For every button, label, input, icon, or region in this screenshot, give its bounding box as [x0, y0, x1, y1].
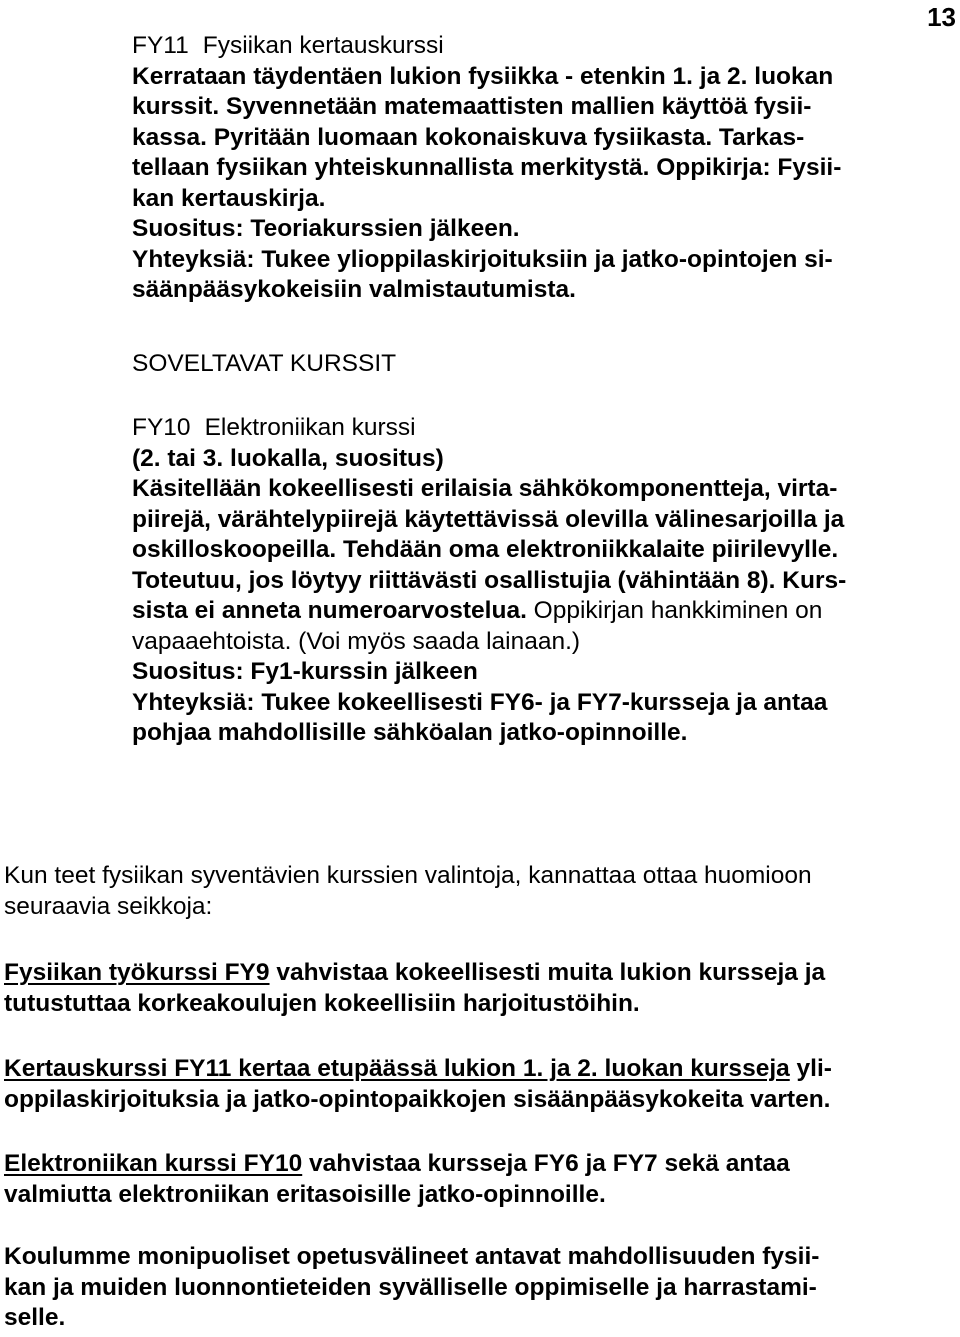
fy11-description-line: tellaan fysiikan yhteiskunnallista merkitystä. Oppikirja: Fysii- [132, 154, 842, 181]
intro-line: seuraavia seikkoja: [4, 892, 213, 920]
fy10-link[interactable]: Elektroniikan kurssi FY10 [4, 1150, 303, 1177]
fy11-course-title [132, 31, 841, 62]
fy10-note-line [4, 1149, 790, 1180]
fy11-course-code: FY11 [132, 32, 189, 59]
closing-line: selle. [4, 1304, 66, 1331]
fy11-recommendation: Suositus: Teoriakurssien jälkeen. [132, 215, 520, 242]
fy11-connections-line: Yhteyksiä: Tukee ylioppilaskirjoituksiin ja jatko-opintojen si- [132, 245, 833, 273]
fy11-description-line: kan kertauskirja. [132, 184, 326, 212]
fy11-note [4, 1054, 832, 1115]
fy11-link[interactable]: Kertauskurssi FY11 kertaa etupäässä lukion 1. ja 2. luokan kursseja [4, 1055, 790, 1082]
fy10-note-line: valmiutta elektroniikan eritasoisille jatko-opinnoille. [4, 1180, 606, 1208]
fy10-textbook-note-cont: vapaaehtoista. (Voi myös saada lainaan.) [132, 627, 581, 655]
fy10-textbook-note: Oppikirjan hankkiminen on [526, 597, 823, 624]
fy10-description-line: (2. tai 3. luokalla, suositus) [132, 444, 444, 472]
fy10-course-code: FY10 [132, 414, 191, 441]
fy10-description-line: oskilloskoopeilla. Tehdään oma elektroniikkalaite piirilevylle. [132, 536, 839, 563]
fy9-link[interactable]: Fysiikan työkurssi FY9 [4, 959, 270, 986]
fy10-connections-line: Yhteyksiä: Tukee kokeellisesti FY6- ja FY7-kursseja ja antaa [132, 688, 828, 716]
fy11-note-line [4, 1054, 832, 1085]
fy11-connections-line: säänpääsykokeisiin valmistautumista. [132, 276, 576, 303]
fy9-note-line [4, 958, 825, 989]
fy10-note-text: vahvistaa kursseja FY6 ja FY7 sekä antaa [302, 1150, 790, 1177]
section-heading: SOVELTAVAT KURSSIT [132, 350, 397, 377]
fy11-description-line: kassa. Pyritään luomaan kokonaiskuva fysiikasta. Tarkas- [132, 123, 805, 151]
closing-line: Koulumme monipuoliset opetusvälineet antavat mahdollisuuden fysii- [4, 1243, 820, 1270]
fy11-description-line: kurssit. Syvennetään matemaattisten mallien käyttöä fysii- [132, 93, 812, 120]
fy9-note [4, 958, 825, 1019]
fy11-note-text: yli- [789, 1055, 832, 1082]
page-number: 13 [927, 2, 956, 32]
fy9-note-text: vahvistaa kokeellisesti muita lukion kursseja ja [269, 959, 826, 986]
fy11-course-name: Fysiikan kertauskurssi [202, 32, 444, 59]
fy10-grading-note: sista ei anneta numeroarvostelua. [132, 597, 527, 624]
fy10-course-title [132, 413, 846, 444]
fy10-description-line: piirejä, värähtelypiirejä käytettävissä olevilla välinesarjoilla ja [132, 505, 845, 533]
fy10-recommendation: Suositus: Fy1-kurssin jälkeen [132, 658, 478, 685]
fy10-description-line: Käsitellään kokeellisesti erilaisia sähkökomponentteja, virta- [132, 475, 838, 502]
intro-line: Kun teet fysiikan syventävien kurssien valintoja, kannattaa ottaa huomioon [4, 862, 812, 889]
fy10-course-block [132, 413, 846, 749]
fy10-connections-line: pohjaa mahdollisille sähköalan jatko-opinnoille. [132, 719, 688, 746]
closing-line: kan ja muiden luonnontieteiden syvälliselle oppimiselle ja harrastami- [4, 1273, 817, 1301]
closing-paragraph [4, 1242, 819, 1334]
fy10-note [4, 1149, 790, 1210]
fy10-mixed-line [132, 596, 846, 627]
fy10-description-line: Toteutuu, jos löytyy riittävästi osallistujia (vähintään 8). Kurs- [132, 566, 847, 594]
fy11-description-line: Kerrataan täydentäen lukion fysiikka - etenkin 1. ja 2. luokan [132, 62, 834, 90]
fy11-note-line: oppilaskirjoituksia ja jatko-opintopaikkojen sisäänpääsykokeita varten. [4, 1085, 831, 1113]
fy11-course-block [132, 31, 841, 306]
fy9-note-line: tutustuttaa korkeakoulujen kokeellisiin harjoitustöihin. [4, 989, 640, 1017]
fy10-course-name: Elektroniikan kurssi [204, 414, 416, 441]
intro-paragraph [4, 861, 812, 922]
